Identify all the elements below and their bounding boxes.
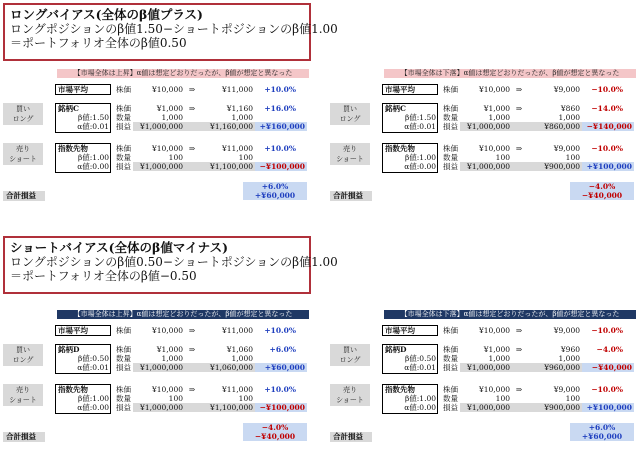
short-stock-alpha: α値:0.00 xyxy=(404,403,436,412)
long-stock-alpha: α値:0.01 xyxy=(77,122,109,131)
total-amount: −¥40,000 xyxy=(581,191,623,200)
short-stock-name: 指数先物 xyxy=(58,385,88,394)
qty-label: 数量 xyxy=(443,113,458,122)
long-pnl-after: ¥1,160,000 xyxy=(210,122,253,131)
short-label xyxy=(3,143,43,165)
total-pnl-label: 合計損益 xyxy=(3,191,45,201)
long-pnl-change: +¥60,000 xyxy=(264,363,305,372)
pnl-label: 損益 xyxy=(443,122,458,131)
long-qty-after: 1,000 xyxy=(558,354,580,363)
long-label xyxy=(3,344,43,366)
short-stock-beta: β値:1.00 xyxy=(77,394,109,403)
pnl-label: 損益 xyxy=(443,363,458,372)
arrow-icon: ⇒ xyxy=(188,144,196,153)
long-label-line1: 買い xyxy=(16,346,30,354)
market-price-after: ¥11,000 xyxy=(221,326,253,335)
qty-label: 数量 xyxy=(116,153,131,162)
long-stock-name: 銘柄D xyxy=(58,345,80,354)
short-label-line2: ショート xyxy=(9,396,37,404)
price-label: 株価 xyxy=(116,104,131,113)
section-formula-line: ロングポジションのβ値0.50−ショートポジションのβ値1.00 xyxy=(10,255,338,269)
total-amount: −¥40,000 xyxy=(254,432,296,441)
long-stock-alpha: α値:0.01 xyxy=(404,122,436,131)
section-title: ショートバイアス(全体のβ値マイナス) xyxy=(10,240,229,255)
qty-label: 数量 xyxy=(443,153,458,162)
long-qty-before: 1,000 xyxy=(488,113,510,122)
long-pnl-before: ¥1,000,000 xyxy=(140,363,183,372)
qty-label: 数量 xyxy=(116,113,131,122)
market-avg-label: 市場平均 xyxy=(385,326,415,335)
long-pnl-change: +¥160,000 xyxy=(259,122,305,131)
short-stock-alpha: α値:0.00 xyxy=(77,162,109,171)
section-title-box xyxy=(3,236,338,294)
total-summary-box xyxy=(570,182,634,200)
long-price-after: ¥960 xyxy=(560,345,580,354)
short-stock-name: 指数先物 xyxy=(58,144,88,153)
short-change-pct: −10.0% xyxy=(591,144,623,153)
price-label: 株価 xyxy=(443,385,458,394)
total-amount: +¥60,000 xyxy=(581,432,623,441)
total-change-pct: −4.0% xyxy=(261,423,289,432)
short-stock-beta: β値:1.00 xyxy=(404,153,436,162)
short-label-line2: ショート xyxy=(336,155,364,163)
total-pnl-label: 合計損益 xyxy=(3,432,45,442)
long-price-after: ¥1,160 xyxy=(226,104,253,113)
arrow-icon: ⇒ xyxy=(515,345,523,354)
scenario-header: 【市場全体は下落】α値は想定どおりだったが、β値が想定と異なった xyxy=(384,69,636,78)
long-label-line2: ロング xyxy=(12,356,34,364)
total-summary-box xyxy=(243,423,307,441)
arrow-icon: ⇒ xyxy=(515,385,523,394)
price-label: 株価 xyxy=(443,345,458,354)
price-label: 株価 xyxy=(116,85,131,94)
short-price-before: ¥10,000 xyxy=(478,385,510,394)
short-label-line2: ショート xyxy=(9,155,37,163)
long-pnl-after: ¥1,060,000 xyxy=(210,363,253,372)
long-pnl-before: ¥1,000,000 xyxy=(140,122,183,131)
short-change-pct: +10.0% xyxy=(264,385,296,394)
scenario-panel xyxy=(330,310,638,450)
market-avg-label: 市場平均 xyxy=(58,85,88,94)
short-qty-after: 100 xyxy=(565,153,580,162)
short-qty-before: 100 xyxy=(495,394,510,403)
market-change-pct: −10.0% xyxy=(591,326,623,335)
long-stock-alpha: α値:0.01 xyxy=(404,363,436,372)
long-stock-alpha: α値:0.01 xyxy=(77,363,109,372)
total-change-pct: −4.0% xyxy=(588,182,616,191)
market-price-before: ¥10,000 xyxy=(478,85,510,94)
pnl-label: 損益 xyxy=(116,403,131,412)
market-price-after: ¥9,000 xyxy=(553,326,580,335)
short-price-after: ¥9,000 xyxy=(553,385,580,394)
market-avg-label: 市場平均 xyxy=(385,85,415,94)
short-pnl-change: −¥100,000 xyxy=(259,403,305,412)
total-summary-box xyxy=(570,423,634,441)
pnl-label: 損益 xyxy=(443,162,458,171)
price-label: 株価 xyxy=(116,345,131,354)
long-price-after: ¥1,060 xyxy=(226,345,253,354)
total-pnl-label: 合計損益 xyxy=(330,432,372,442)
total-amount: +¥60,000 xyxy=(254,191,296,200)
short-price-before: ¥10,000 xyxy=(151,385,183,394)
long-qty-before: 1,000 xyxy=(161,113,183,122)
price-label: 株価 xyxy=(443,326,458,335)
pnl-label: 損益 xyxy=(443,403,458,412)
arrow-icon: ⇒ xyxy=(515,326,523,335)
long-label xyxy=(330,344,370,366)
long-stock-beta: β値:0.50 xyxy=(404,354,436,363)
long-qty-before: 1,000 xyxy=(488,354,510,363)
short-price-after: ¥11,000 xyxy=(221,385,253,394)
short-pnl-after: ¥900,000 xyxy=(544,162,580,171)
market-price-after: ¥11,000 xyxy=(221,85,253,94)
long-qty-after: 1,000 xyxy=(231,113,253,122)
scenario-header: 【市場全体は下落】α値は想定どおりだったが、β値が想定と異なった xyxy=(384,310,636,319)
long-price-before: ¥1,000 xyxy=(483,104,510,113)
long-label-line1: 買い xyxy=(343,105,357,113)
pnl-label: 損益 xyxy=(116,122,131,131)
long-pnl-change: −¥40,000 xyxy=(591,363,632,372)
short-pnl-before: ¥1,000,000 xyxy=(140,403,183,412)
short-price-before: ¥10,000 xyxy=(151,144,183,153)
short-label xyxy=(3,384,43,406)
scenario-panel xyxy=(3,69,311,209)
short-label-line1: 売り xyxy=(343,145,357,153)
short-pnl-change: −¥100,000 xyxy=(259,162,305,171)
long-label-line2: ロング xyxy=(12,115,34,123)
long-price-after: ¥860 xyxy=(560,104,580,113)
scenario-panel xyxy=(330,69,638,209)
price-label: 株価 xyxy=(443,144,458,153)
long-pnl-before: ¥1,000,000 xyxy=(467,122,510,131)
short-stock-alpha: α値:0.00 xyxy=(77,403,109,412)
scenario-panel xyxy=(3,310,311,450)
market-change-pct: +10.0% xyxy=(264,85,296,94)
qty-label: 数量 xyxy=(116,394,131,403)
market-price-before: ¥10,000 xyxy=(151,326,183,335)
price-label: 株価 xyxy=(443,104,458,113)
short-pnl-after: ¥1,100,000 xyxy=(210,403,253,412)
long-stock-name: 銘柄C xyxy=(58,104,79,113)
section-formula-result: ＝ポートフォリオ全体のβ値−0.50 xyxy=(10,269,197,283)
short-pnl-change: +¥100,000 xyxy=(586,403,632,412)
scenario-header: 【市場全体は上昇】α値は想定どおりだったが、β値が想定と異なった xyxy=(57,310,309,319)
market-avg-label: 市場平均 xyxy=(58,326,88,335)
short-price-after: ¥9,000 xyxy=(553,144,580,153)
short-change-pct: +10.0% xyxy=(264,144,296,153)
price-label: 株価 xyxy=(116,385,131,394)
market-price-before: ¥10,000 xyxy=(151,85,183,94)
short-price-before: ¥10,000 xyxy=(478,144,510,153)
long-price-before: ¥1,000 xyxy=(156,345,183,354)
long-label xyxy=(330,103,370,125)
long-label-line2: ロング xyxy=(339,356,361,364)
section-formula-line: ロングポジションのβ値1.50−ショートポジションのβ値1.00 xyxy=(10,22,338,36)
short-qty-before: 100 xyxy=(495,153,510,162)
long-qty-after: 1,000 xyxy=(231,354,253,363)
arrow-icon: ⇒ xyxy=(515,144,523,153)
long-pnl-after: ¥860,000 xyxy=(544,122,580,131)
price-label: 株価 xyxy=(116,144,131,153)
arrow-icon: ⇒ xyxy=(188,385,196,394)
long-label-line1: 買い xyxy=(16,105,30,113)
short-pnl-before: ¥1,000,000 xyxy=(140,162,183,171)
short-label xyxy=(330,384,370,406)
long-pnl-change: −¥140,000 xyxy=(586,122,632,131)
long-stock-beta: β値:0.50 xyxy=(77,354,109,363)
short-qty-after: 100 xyxy=(238,153,253,162)
arrow-icon: ⇒ xyxy=(188,326,196,335)
qty-label: 数量 xyxy=(116,354,131,363)
short-label-line2: ショート xyxy=(336,396,364,404)
long-qty-before: 1,000 xyxy=(161,354,183,363)
short-qty-after: 100 xyxy=(565,394,580,403)
short-pnl-after: ¥900,000 xyxy=(544,403,580,412)
long-stock-beta: β値:1.50 xyxy=(404,113,436,122)
short-stock-alpha: α値:0.00 xyxy=(404,162,436,171)
long-label-line1: 買い xyxy=(343,346,357,354)
long-change-pct: −14.0% xyxy=(591,104,623,113)
short-label xyxy=(330,143,370,165)
long-change-pct: −4.0% xyxy=(596,345,623,354)
short-pnl-before: ¥1,000,000 xyxy=(467,162,510,171)
long-change-pct: +6.0% xyxy=(269,345,296,354)
pnl-label: 損益 xyxy=(116,363,131,372)
arrow-icon: ⇒ xyxy=(515,85,523,94)
section-formula-result: ＝ポートフォリオ全体のβ値0.50 xyxy=(10,36,187,50)
scenario-header: 【市場全体は上昇】α値は想定どおりだったが、β値が想定と異なった xyxy=(57,69,309,78)
short-stock-beta: β値:1.00 xyxy=(77,153,109,162)
short-stock-beta: β値:1.00 xyxy=(404,394,436,403)
pnl-label: 損益 xyxy=(116,162,131,171)
long-price-before: ¥1,000 xyxy=(483,345,510,354)
short-qty-before: 100 xyxy=(168,394,183,403)
arrow-icon: ⇒ xyxy=(188,104,196,113)
long-pnl-before: ¥1,000,000 xyxy=(467,363,510,372)
short-price-after: ¥11,000 xyxy=(221,144,253,153)
short-label-line1: 売り xyxy=(16,145,30,153)
short-pnl-after: ¥1,100,000 xyxy=(210,162,253,171)
long-price-before: ¥1,000 xyxy=(156,104,183,113)
total-change-pct: +6.0% xyxy=(261,182,289,191)
total-summary-box xyxy=(243,182,307,200)
long-qty-after: 1,000 xyxy=(558,113,580,122)
short-change-pct: −10.0% xyxy=(591,385,623,394)
price-label: 株価 xyxy=(116,326,131,335)
long-change-pct: +16.0% xyxy=(264,104,296,113)
total-pnl-label: 合計損益 xyxy=(330,191,372,201)
market-change-pct: +10.0% xyxy=(264,326,296,335)
short-stock-name: 指数先物 xyxy=(385,385,415,394)
qty-label: 数量 xyxy=(443,394,458,403)
section-title-box xyxy=(3,3,338,61)
market-price-before: ¥10,000 xyxy=(478,326,510,335)
section-title: ロングバイアス(全体のβ値プラス) xyxy=(10,7,203,22)
market-price-after: ¥9,000 xyxy=(553,85,580,94)
short-qty-after: 100 xyxy=(238,394,253,403)
long-label-line2: ロング xyxy=(339,115,361,123)
short-label-line1: 売り xyxy=(343,386,357,394)
long-pnl-after: ¥960,000 xyxy=(544,363,580,372)
short-pnl-change: +¥100,000 xyxy=(586,162,632,171)
total-change-pct: +6.0% xyxy=(588,423,616,432)
arrow-icon: ⇒ xyxy=(515,104,523,113)
arrow-icon: ⇒ xyxy=(188,85,196,94)
long-label xyxy=(3,103,43,125)
short-qty-before: 100 xyxy=(168,153,183,162)
market-change-pct: −10.0% xyxy=(591,85,623,94)
long-stock-name: 銘柄C xyxy=(385,104,406,113)
short-stock-name: 指数先物 xyxy=(385,144,415,153)
long-stock-name: 銘柄D xyxy=(385,345,407,354)
arrow-icon: ⇒ xyxy=(188,345,196,354)
qty-label: 数量 xyxy=(443,354,458,363)
short-pnl-before: ¥1,000,000 xyxy=(467,403,510,412)
price-label: 株価 xyxy=(443,85,458,94)
long-stock-beta: β値:1.50 xyxy=(77,113,109,122)
short-label-line1: 売り xyxy=(16,386,30,394)
